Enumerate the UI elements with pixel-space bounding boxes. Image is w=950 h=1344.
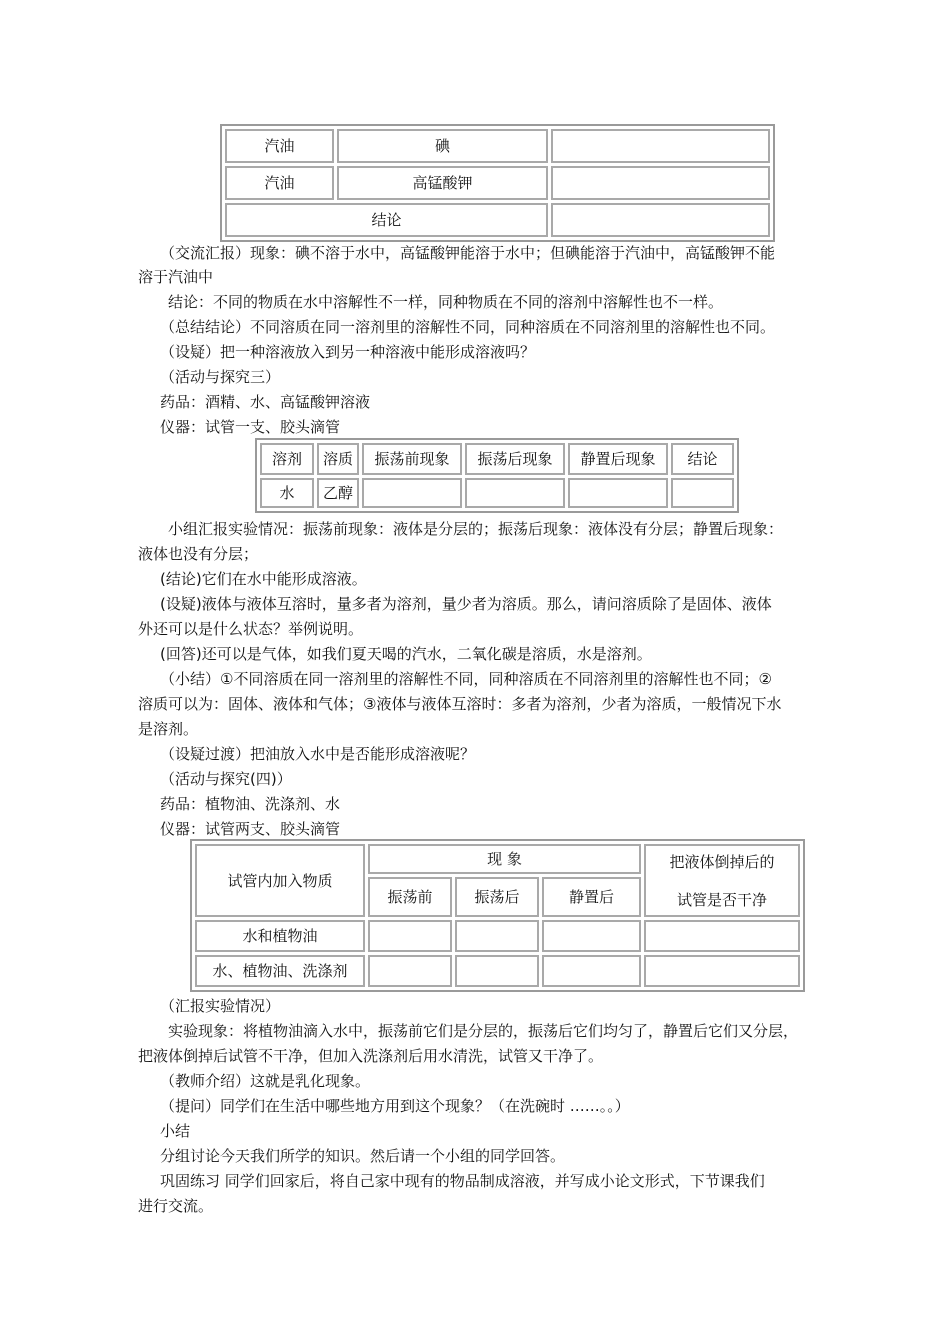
header-clean-line2: 试管是否干净: [676, 890, 767, 909]
subheader-cell: 振荡前: [368, 877, 452, 917]
table-cell: 乙醇: [317, 478, 359, 508]
paragraph-line: 仪器：试管一支、胶头滴管: [160, 418, 341, 436]
table-cell: [644, 920, 800, 952]
paragraph-line: 实验现象：将植物油滴入水中，振荡前它们是分层的，振荡后它们均匀了，静置后它们又分层，: [168, 1022, 799, 1040]
header-cell: 溶质: [317, 443, 359, 475]
header-cell: 振荡前现象: [362, 443, 462, 475]
table-cell: [455, 955, 539, 987]
paragraph-line: (回答)还可以是气体，如我们夏天喝的汽水，二氧化碳是溶质，水是溶剂。: [160, 645, 652, 663]
paragraph-line: 小组汇报实验情况：振荡前现象：液体是分层的；振荡后现象：液体没有分层；静置后现象：: [168, 520, 784, 538]
table-cell: [542, 920, 641, 952]
paragraph-line: 溶于汽油中: [138, 268, 214, 286]
header-cell: 结论: [671, 443, 734, 475]
table-row: [225, 166, 770, 200]
table-cell: [362, 478, 462, 508]
paragraph-line: （小结）①不同溶质在同一溶剂里的溶解性不同，同种溶质在不同溶剂里的溶解性也不同；②: [160, 670, 772, 688]
alcohol-water-table: [255, 438, 739, 513]
table-cell: 汽油: [225, 129, 334, 163]
table-cell: 碘: [337, 129, 548, 163]
paragraph-line: 液体也没有分层；: [138, 545, 259, 563]
paragraph-line: 是溶剂。: [138, 720, 199, 738]
paragraph-line: 溶质可以为：固体、液体和气体；③液体与液体互溶时：多者为溶剂，少者为溶质，一般情况下水: [138, 695, 782, 713]
paragraph-line: 药品：酒精、水、高锰酸钾溶液: [160, 393, 371, 411]
header-cell: 静置后现象: [568, 443, 668, 475]
header-cell-material: 试管内加入物质: [195, 844, 365, 917]
header-clean-line1: 把液体倒掉后的: [669, 852, 775, 871]
paragraph-line: 结论：不同的物质在水中溶解性不一样，同种物质在不同的溶剂中溶解性也不一样。: [168, 293, 724, 311]
emulsion-experiment-table: [190, 839, 805, 992]
table-cell: [551, 129, 770, 163]
table-row: [195, 955, 800, 987]
table-cell: [465, 478, 565, 508]
paragraph-line: （提问）同学们在生活中哪些地方用到这个现象？（在洗碗时 ……。。）: [160, 1097, 630, 1115]
paragraph-line: （总结结论）不同溶质在同一溶剂里的溶解性不同，同种溶质在不同溶剂里的溶解性也不同。: [160, 318, 776, 336]
paragraph-line: (设疑)液体与液体互溶时，量多者为溶剂，量少者为溶质。那么，请问溶质除了是固体、液体: [160, 595, 772, 613]
table-cell: [542, 955, 641, 987]
table-row: [195, 920, 800, 952]
table-cell: 水和植物油: [195, 920, 365, 952]
header-cell: 溶剂: [260, 443, 314, 475]
header-cell-clean: [644, 844, 800, 917]
paragraph-line: 巩固练习 同学们回家后，将自己家中现有的物品制成溶液，并写成小论文形式，下节课我们: [160, 1172, 765, 1190]
paragraph-line: 外还可以是什么状态？举例说明。: [138, 620, 364, 638]
table-cell: 高锰酸钾: [337, 166, 548, 200]
table-header-row: [260, 443, 734, 475]
table-row: [225, 203, 770, 237]
paragraph-line: 药品：植物油、洗涤剂、水: [160, 795, 341, 813]
paragraph-line: （教师介绍）这就是乳化现象。: [160, 1072, 371, 1090]
paragraph-line: （活动与探究三）: [160, 368, 281, 386]
section-heading: 小结: [160, 1122, 191, 1140]
paragraph-line: (结论)它们在水中能形成溶液。: [160, 570, 367, 588]
paragraph-line: 把液体倒掉后试管不干净，但加入洗涤剂后用水清洗，试管又干净了。: [138, 1047, 604, 1065]
paragraph-line: 进行交流。: [138, 1197, 214, 1215]
table-cell: 水: [260, 478, 314, 508]
subheader-cell: 静置后: [542, 877, 641, 917]
conclusion-label: 结论: [225, 203, 548, 237]
table-cell: [568, 478, 668, 508]
header-cell: 振荡后现象: [465, 443, 565, 475]
paragraph-line: （交流汇报）现象：碘不溶于水中，高锰酸钾能溶于水中；但碘能溶于汽油中，高锰酸钾不能: [160, 244, 776, 262]
table-cell: [455, 920, 539, 952]
subheader-cell: 振荡后: [455, 877, 539, 917]
paragraph-line: （设疑过渡）把油放入水中是否能形成溶液呢？: [160, 745, 476, 763]
table-cell: [551, 166, 770, 200]
paragraph-line: （活动与探究(四)）: [160, 770, 292, 788]
table-row: [225, 129, 770, 163]
paragraph-line: 分组讨论今天我们所学的知识。然后请一个小组的同学回答。: [160, 1147, 566, 1165]
paragraph-line: （汇报实验情况）: [160, 997, 281, 1015]
conclusion-cell: [551, 203, 770, 237]
header-cell-phenomenon: 现 象: [368, 844, 641, 874]
table-cell: [368, 920, 452, 952]
table-header-row: [195, 844, 800, 874]
table-row: [260, 478, 734, 508]
paragraph-line: 仪器：试管两支、胶头滴管: [160, 820, 341, 838]
solubility-table-gasoline: [220, 124, 775, 242]
table-cell: 水、植物油、洗涤剂: [195, 955, 365, 987]
table-cell: 汽油: [225, 166, 334, 200]
table-cell: [671, 478, 734, 508]
table-cell: [644, 955, 800, 987]
paragraph-line: （设疑）把一种溶液放入到另一种溶液中能形成溶液吗？: [160, 343, 536, 361]
table-cell: [368, 955, 452, 987]
